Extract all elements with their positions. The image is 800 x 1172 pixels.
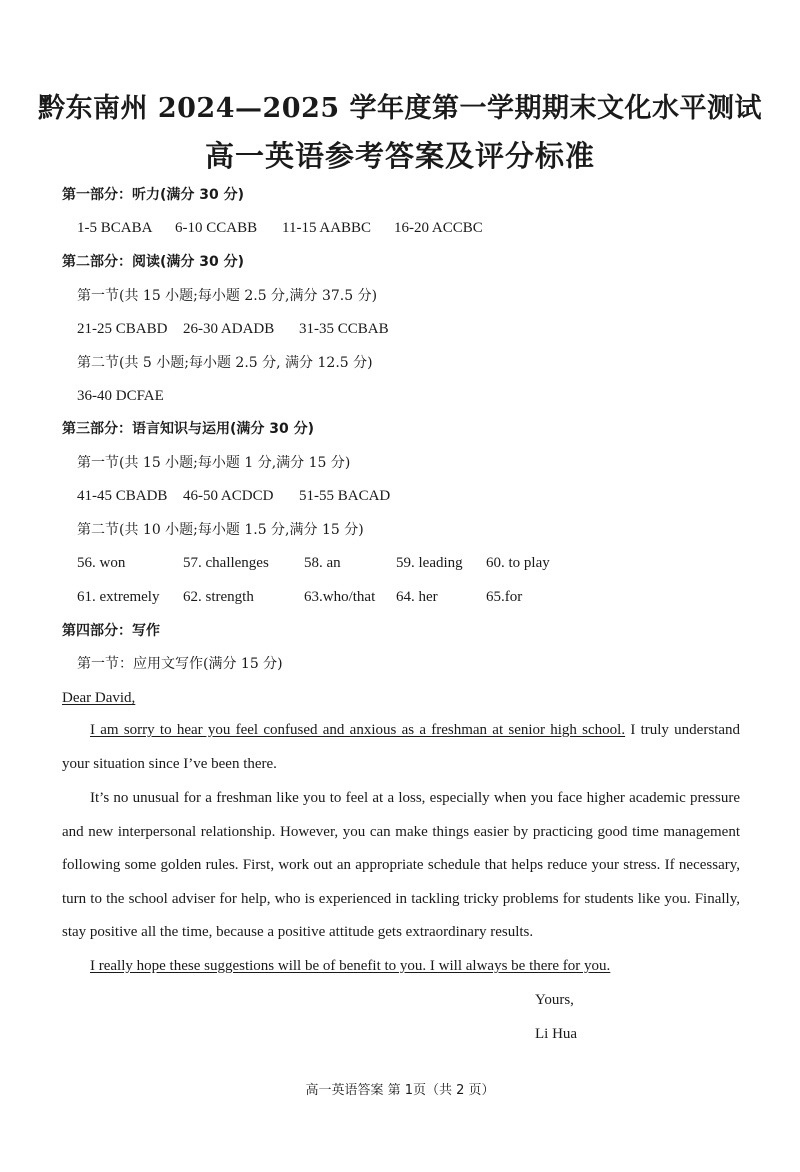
fill-in-answer: 59. leading (396, 555, 463, 571)
page-footer: 高一英语答案 第 1页（共 2 页） (305, 1083, 495, 1098)
paragraph-text: I truly understand your situation since I’ve been there. (62, 722, 740, 772)
answer-group: 21-25 CBABD (77, 321, 168, 337)
answer-key-subtitle: 高一英语参考答案及评分标准 (204, 139, 595, 173)
answer-group: 41-45 CBADB (77, 488, 168, 504)
part2-section2-label: 第二节(共 5 小题;每小题 2.5 分, 满分 12.5 分) (77, 355, 373, 371)
part1-heading: 第一部分：听力(满分 30 分) (62, 187, 245, 203)
part3-section1-label: 第一节(共 15 小题;每小题 1 分,满分 15 分) (77, 455, 351, 471)
part3-section2-label: 第二节(共 10 小题;每小题 1.5 分,满分 15 分) (77, 522, 364, 538)
letter-closing: Yours, (535, 992, 574, 1008)
part3-heading: 第三部分：语言知识与运用(满分 30 分) (62, 421, 315, 437)
answer-group: 1-5 BCABA (77, 220, 153, 236)
fill-in-answer: 61. extremely (77, 589, 160, 605)
letter-paragraph-3 (62, 950, 740, 984)
part4-heading: 第四部分：写作 (62, 623, 160, 639)
answer-group: 16-20 ACCBC (394, 220, 483, 236)
answer-group: 6-10 CCABB (175, 220, 258, 236)
answer-group: 46-50 ACDCD (183, 488, 274, 504)
fill-in-answer: 56. won (77, 555, 126, 571)
exam-title: 黔东南州 2024—2025 学年度第一学期期末文化水平测试 (37, 93, 763, 124)
fill-in-answer: 58. an (304, 555, 341, 571)
letter-paragraph-1 (62, 714, 740, 781)
fill-in-answer: 60. to play (486, 555, 550, 571)
answer-group: 31-35 CCBAB (299, 321, 389, 337)
part2-section1-label: 第一节(共 15 小题;每小题 2.5 分,满分 37.5 分) (77, 288, 378, 304)
fill-in-answer: 63.who/that (304, 589, 376, 605)
fill-in-answer: 62. strength (183, 589, 254, 605)
paragraph-text: It’s no unusual for a freshman like you to feel at a loss, especially when you face higher academic pressure and new interpersonal relationship. However, you can make things easier by practicing good time management following some golden rules. First, work out an appropriate schedule that helps reduce your stress. If necessary, turn to the school adviser for help, who is experienced in tackling tricky problems for students like you. Finally, stay positive all the time, because a positive attitude gets extraordinary results. (62, 790, 740, 940)
part2-heading: 第二部分：阅读(满分 30 分) (62, 254, 245, 270)
answer-group: 11-15 AABBC (282, 220, 372, 236)
letter-salutation: Dear David, (62, 690, 136, 706)
part4-section1-label: 第一节：应用文写作(满分 15 分) (77, 656, 283, 672)
answer-group: 26-30 ADADB (183, 321, 275, 337)
closing-sentence: I really hope these suggestions will be of benefit to you. I will always be there for you. (90, 958, 611, 974)
letter-paragraph-2 (62, 782, 740, 950)
answer-group: 51-55 BACAD (299, 488, 391, 504)
fill-in-answer: 57. challenges (183, 555, 269, 571)
topic-sentence: I am sorry to hear you feel confused and anxious as a freshman at senior high school. (90, 722, 626, 738)
fill-in-answer: 64. her (396, 589, 438, 605)
letter-signature: Li Hua (535, 1026, 578, 1042)
answer-group: 36-40 DCFAE (77, 388, 164, 404)
fill-in-answer: 65.for (486, 589, 523, 605)
